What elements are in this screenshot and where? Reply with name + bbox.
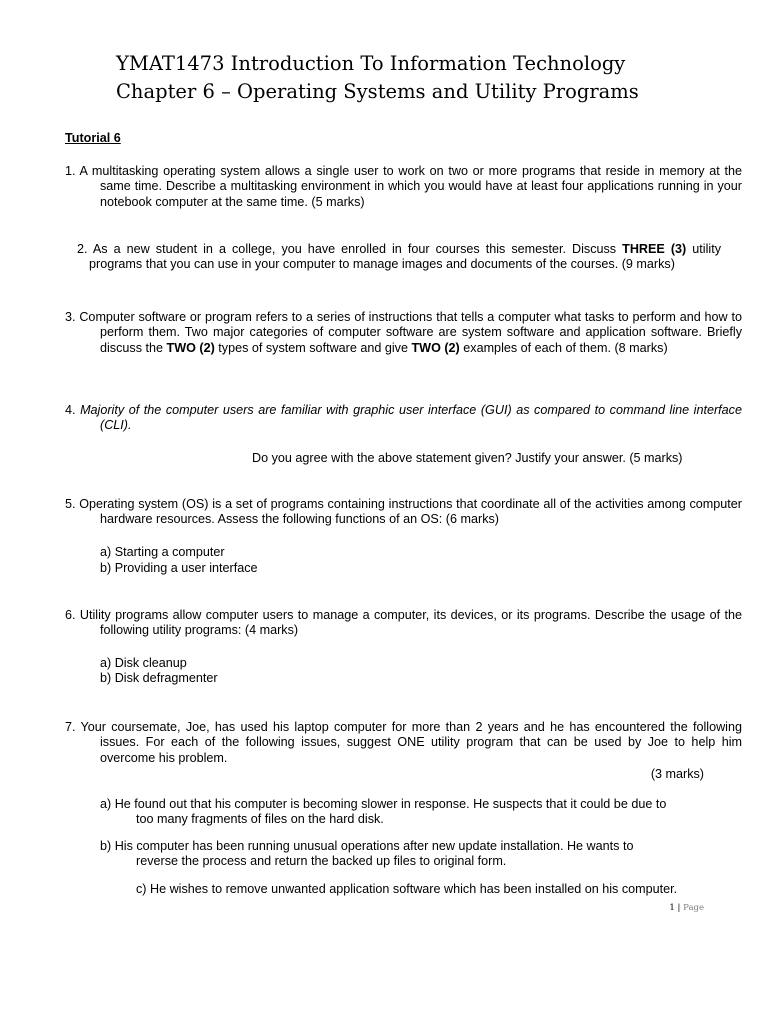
course-title: YMAT1473 Introduction To Information Technology	[116, 52, 626, 75]
question-6: 6. Utility programs allow computer users to manage a computer, its devices, or its programs. Describe the usage of the following utility programs: (4 marks)	[65, 608, 742, 638]
question-1: 1. A multitasking operating system allows a single user to work on two or more programs that reside in memory at the same time. Describe a multitasking environment in which you would have at least four applications running in your notebook computer at the same time. (5 marks)	[65, 164, 742, 209]
question-7-item-a	[100, 797, 708, 828]
footer-separator: |	[674, 903, 684, 913]
question-4-number: 4.	[65, 403, 81, 417]
question-2-text-b: utility programs that you can use in your computer to manage images and documents of the courses. (9 marks)	[89, 242, 721, 272]
question-6-item-b: b) Disk defragmenter	[100, 671, 218, 685]
page-label: Page	[683, 903, 704, 913]
question-3-text-b: types of system software and give	[214, 340, 412, 355]
question-3-text-a: 3. Computer software or program refers to a series of instructions that tells a computer what tasks to perform and how to perform them. Two major categories of computer software are system software and application software. Briefly discuss the	[65, 310, 742, 355]
question-3-emphasis-2: TWO (2)	[411, 340, 460, 355]
question-6-item-a: a) Disk cleanup	[100, 656, 187, 670]
question-7-item-b-line-1: b) His computer has been running unusual operations after new update installation. He wants to	[100, 839, 634, 853]
question-5: 5. Operating system (OS) is a set of programs containing instructions that coordinate all of the activities among computer hardware resources. Assess the following functions of an OS: (6 marks)	[65, 497, 742, 527]
tutorial-heading: Tutorial 6	[65, 131, 121, 145]
question-7: 7. Your coursemate, Joe, has used his laptop computer for more than 2 years and he has encountered the following issues. For each of the following issues, suggest ONE utility program that can be used by Joe to help him overcome his problem.	[65, 720, 742, 765]
question-7-item-b-line-2: reverse the process and return the backed up files to original form.	[136, 854, 507, 869]
question-2-text-a: 2. As a new student in a college, you have enrolled in four courses this semester. Discuss	[77, 242, 623, 256]
chapter-title: Chapter 6 – Operating Systems and Utility Programs	[116, 80, 639, 103]
question-5-item-a: a) Starting a computer	[100, 545, 225, 559]
question-4-statement: Majority of the computer users are familiar with graphic user interface (GUI) as compared to command line interface (CLI).	[80, 403, 742, 433]
question-7-item-a-line-2: too many fragments of files on the hard disk.	[136, 812, 384, 827]
question-7-item-a-line-1: a) He found out that his computer is becoming slower in response. He suspects that it could be due to	[100, 797, 667, 811]
question-7-item-b	[100, 839, 708, 870]
question-3	[65, 310, 742, 356]
question-4	[65, 403, 742, 434]
question-2-emphasis: THREE (3)	[622, 242, 687, 256]
question-5-item-b: b) Providing a user interface	[100, 561, 258, 575]
question-3-text-c: examples of each of them. (8 marks)	[459, 340, 668, 355]
question-7-marks: (3 marks)	[650, 767, 704, 781]
question-2	[77, 242, 721, 273]
question-7-item-c: c) He wishes to remove unwanted application software which has been installed on his computer.	[136, 882, 678, 896]
page-footer	[669, 903, 704, 913]
question-3-emphasis-1: TWO (2)	[166, 340, 215, 355]
page-number: 1	[669, 903, 675, 913]
question-4-prompt: Do you agree with the above statement given? Justify your answer. (5 marks)	[252, 451, 683, 465]
